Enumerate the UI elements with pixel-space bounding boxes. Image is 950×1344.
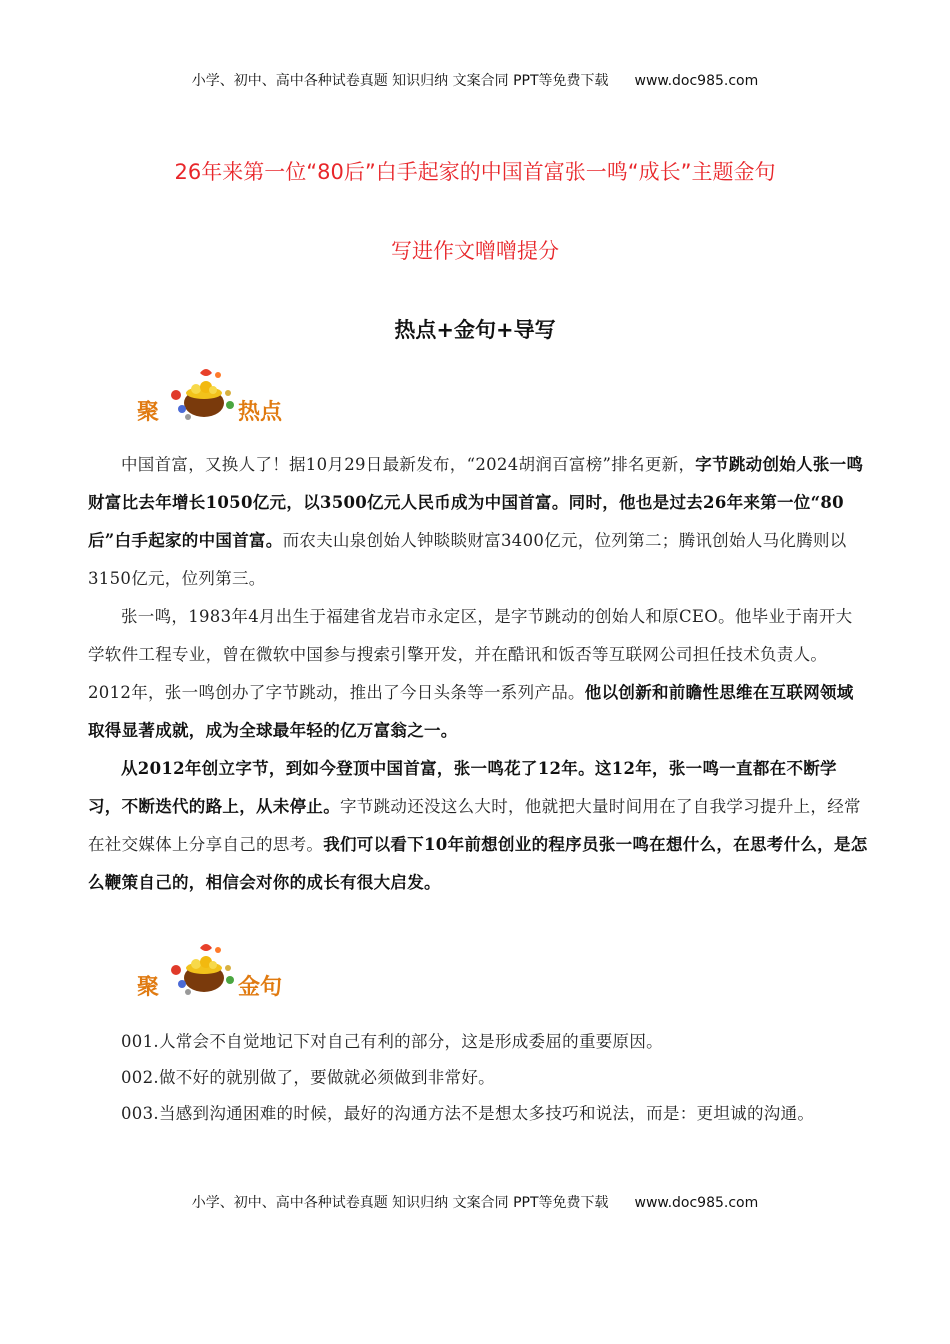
quotes-list: [88, 1024, 868, 1132]
document-subtitle: 热点+金句+导写: [394, 318, 556, 342]
treasure-pot-icon: [166, 940, 242, 1002]
quote-item: 001.人常会不自觉地记下对自己有利的部分，这是形成委屈的重要原因。: [121, 1032, 663, 1051]
treasure-pot-icon: [166, 365, 242, 427]
footer-site-link[interactable]: www.doc985.com: [634, 1195, 759, 1211]
page-header: [0, 70, 950, 90]
paragraph-1: 中国首富，又换人了！据10月29日最新发布，“2024胡润百富榜”排名更新，字节跳动创始人张一鸣财富比去年增长1050亿元，以3500亿元人民币成为中国首富。同时，他也是过去26年来第一位“80后”白手起家的中国首富。而农夫山泉创始人钟睒睒财富3400亿元，位列第二；腾讯创始人马化腾则以3150亿元，位列第三。: [88, 455, 864, 588]
section-label-gold: 金句: [238, 975, 283, 1000]
header-tagline: 小学、初中、高中各种试卷真题 知识归纳 文案合同 PPT等免费下载: [191, 73, 609, 89]
paragraph-2: 张一鸣，1983年4月出生于福建省龙岩市永定区，是字节跳动的创始人和原CEO。他毕业于南开大学软件工程专业，曾在微软中国参与搜索引擎开发，并在酷讯和饭否等互联网公司担任技术负责人。2012年，张一鸣创办了字节跳动，推出了今日头条等一系列产品。他以创新和前瞻性思维在互联网领域取得显著成就，成为全球最年轻的亿万富翁之一。: [88, 607, 854, 740]
section-label-hot: 热点: [238, 400, 283, 425]
section-prefix: 聚: [137, 400, 160, 425]
page-footer: [0, 1192, 950, 1212]
section-heading-gold: [130, 940, 330, 1010]
section-heading-hot: [130, 365, 330, 435]
document-title-line-2: 写进作文噌噌提分: [391, 239, 559, 263]
section-prefix: 聚: [137, 975, 160, 1000]
quote-item: 003.当感到沟通困难的时候，最好的沟通方法不是想太多技巧和说法，而是：更坦诚的沟通。: [121, 1104, 815, 1123]
quote-item: 002.做不好的就别做了，要做就必须做到非常好。: [121, 1068, 495, 1087]
paragraph-3: 从2012年创立字节，到如今登顶中国首富，张一鸣花了12年。这12年，张一鸣一直都在不断学习，不断迭代的路上，从未停止。字节跳动还没这么大时，他就把大量时间用在了自我学习提升上，经常在社交媒体上分享自己的思考。我们可以看下10年前想创业的程序员张一鸣在想什么，在思考什么，是怎么鞭策自己的，相信会对你的成长有很大启发。: [88, 759, 868, 892]
main-article: [88, 446, 868, 902]
document-title-line-1: 26年来第一位“80后”白手起家的中国首富张一鸣“成长”主题金句: [174, 160, 776, 184]
footer-tagline: 小学、初中、高中各种试卷真题 知识归纳 文案合同 PPT等免费下载: [191, 1195, 609, 1211]
header-site-link[interactable]: www.doc985.com: [634, 73, 759, 89]
